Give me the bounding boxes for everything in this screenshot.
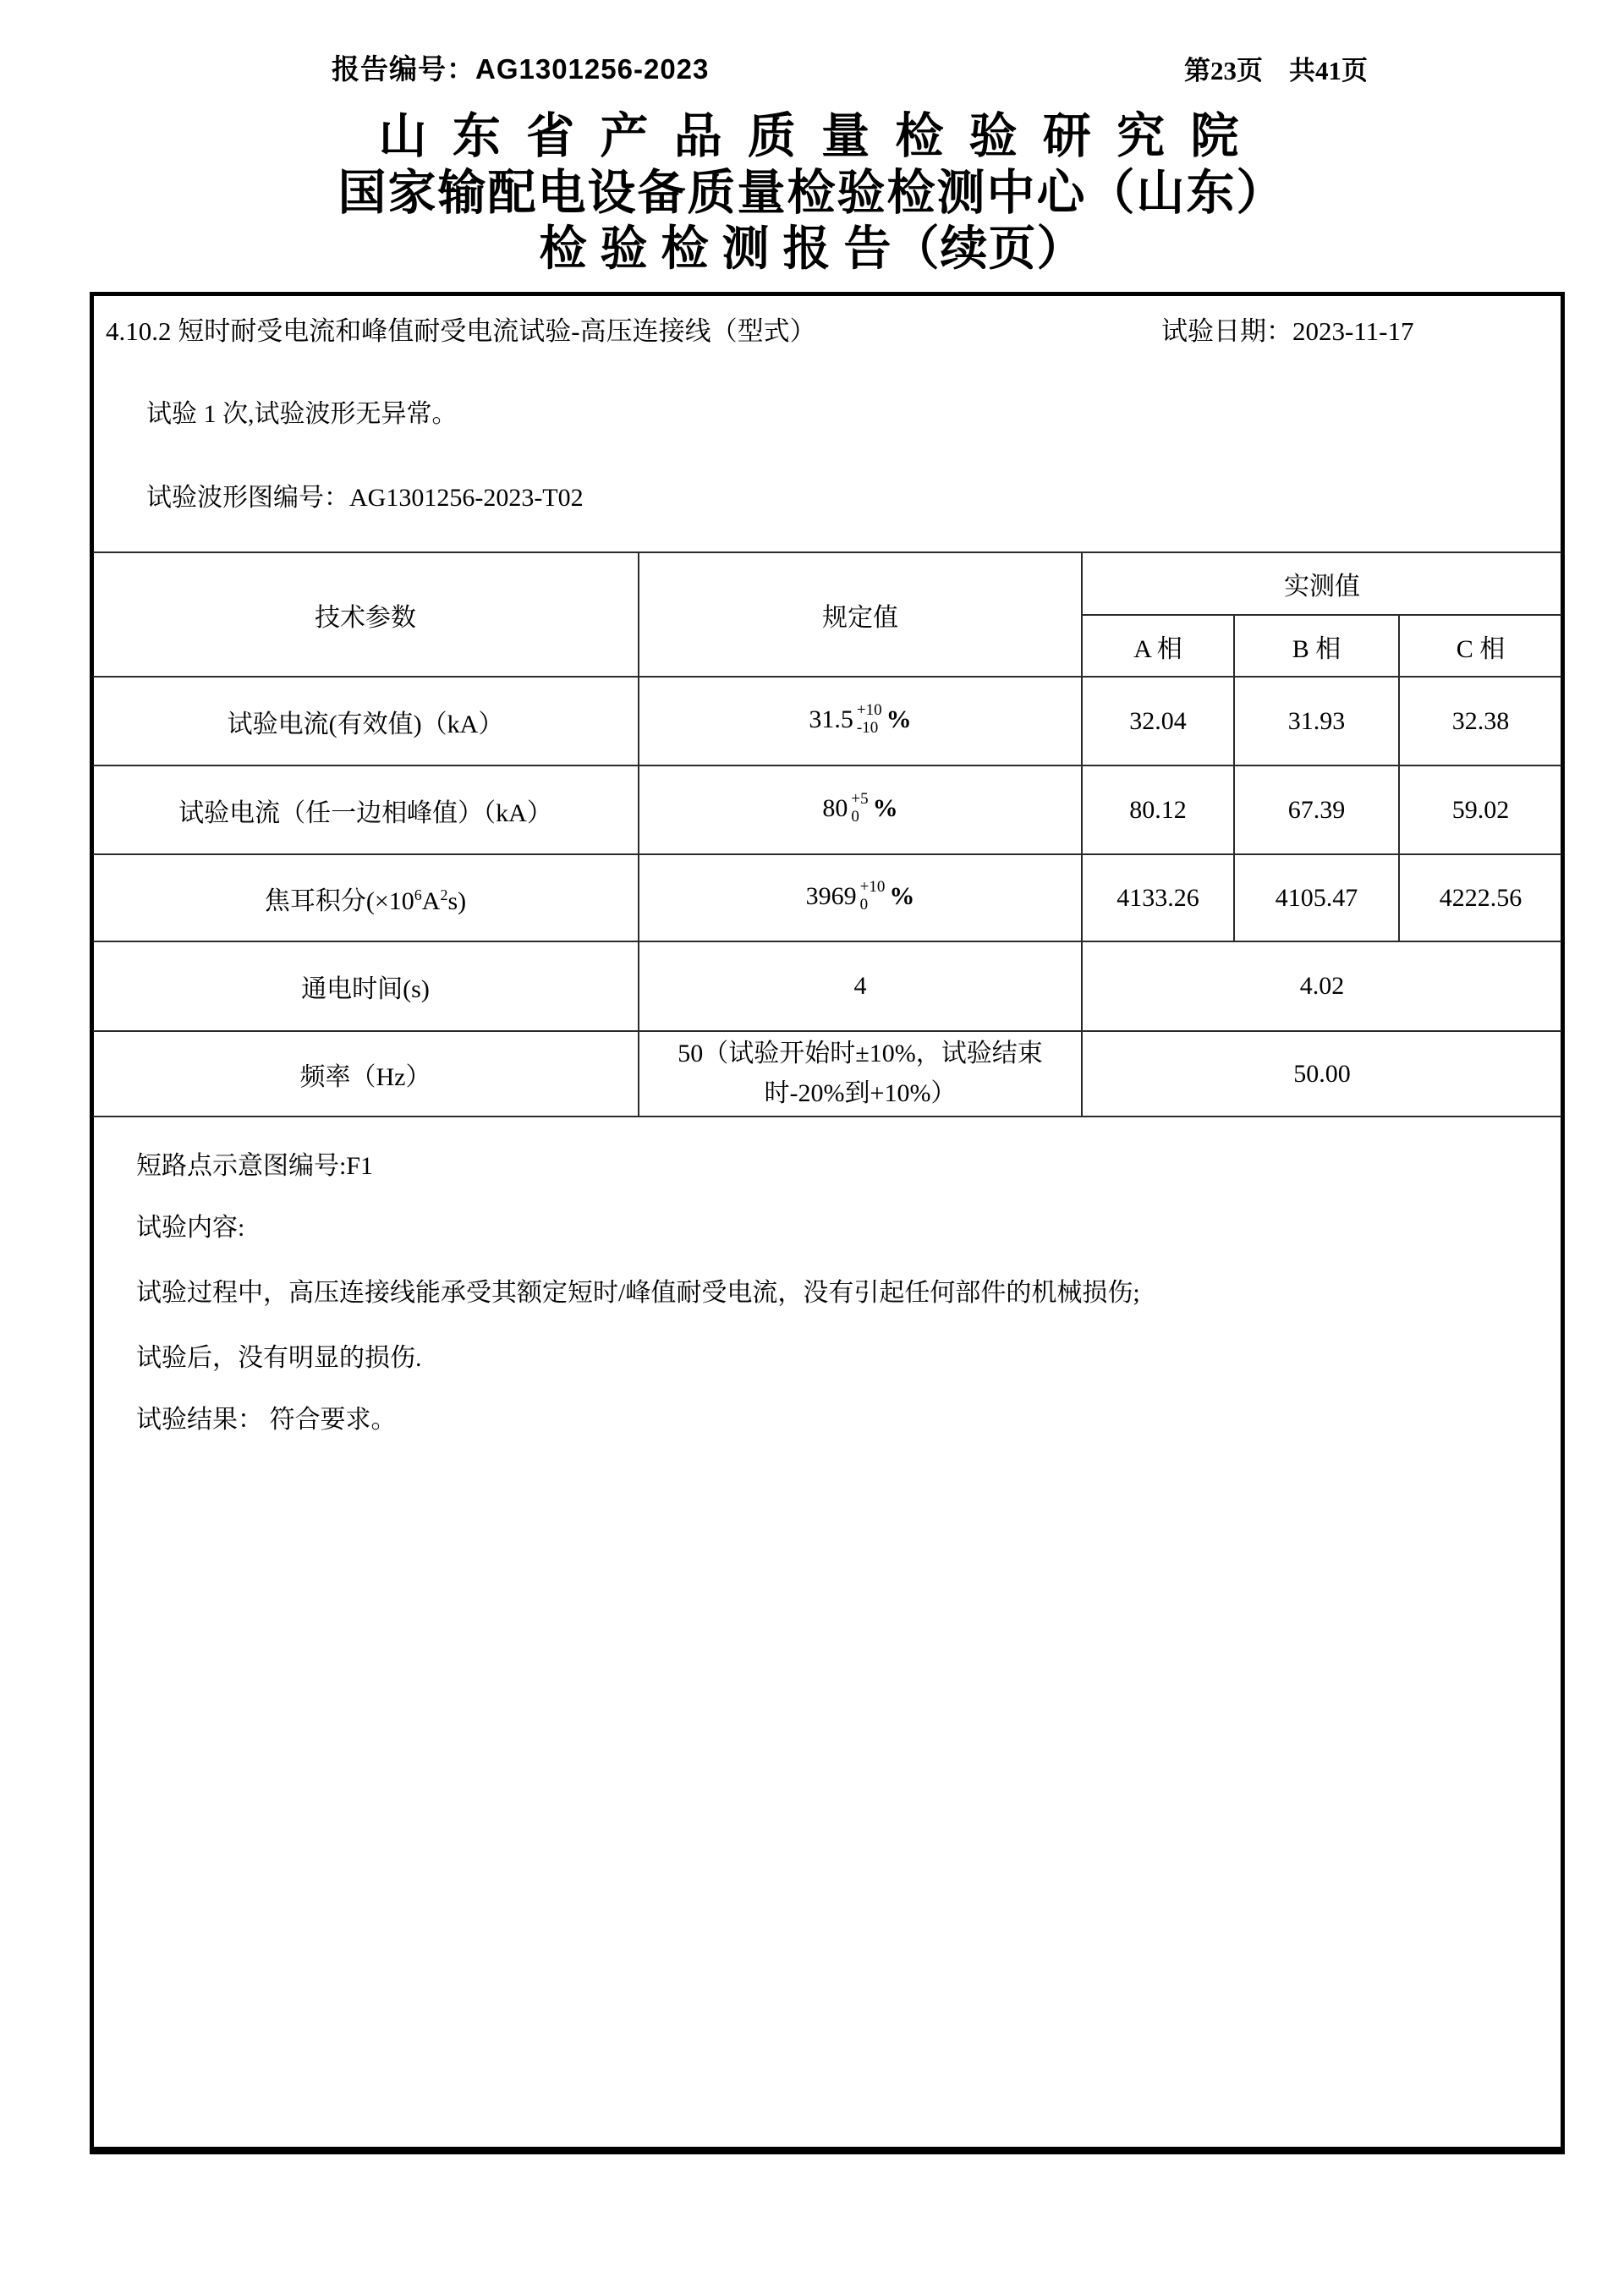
param-cell: 试验电流（任一边相峰值）（kA） (93, 765, 639, 854)
tolerance-lower: -10 (856, 718, 879, 737)
table-row (93, 1031, 1561, 1117)
value-phase-b: 67.39 (1234, 765, 1399, 854)
value-phase-a: 80.12 (1082, 765, 1234, 854)
param-text: s) (447, 886, 467, 915)
param-exponent: 2 (440, 886, 448, 903)
param-text: A (421, 886, 441, 915)
spec-cell (639, 1031, 1082, 1117)
test-date-label: 试验日期： (1161, 316, 1292, 346)
col-header-measured: 实测值 (1082, 552, 1561, 615)
short-circuit-diagram-note: 短路点示意图编号:F1 (136, 1152, 374, 1180)
param-exponent: 6 (414, 886, 422, 903)
tolerance-stack (860, 878, 886, 914)
waveform-label: 试验波形图编号： (146, 484, 349, 512)
content-box (90, 292, 1565, 2154)
value-phase-b: 31.93 (1234, 677, 1399, 765)
spec-line-2: 时-20%到+10%） (764, 1078, 957, 1107)
table-row (93, 854, 1561, 941)
tolerance-upper: +5 (851, 789, 869, 808)
report-number-value: AG1301256-2023 (475, 53, 710, 85)
spec-unit: % (889, 881, 915, 910)
table-row (93, 765, 1561, 854)
value-phase-a: 4133.26 (1082, 854, 1234, 941)
spec-base: 3969 (805, 881, 857, 910)
report-type-title: 检 验 检 测 报 告（续页） (539, 223, 1085, 276)
test-process-note: 试验过程中，高压连接线能承受其额定短时/峰值耐受电流，没有引起任何部件的机械损伤; (136, 1279, 1140, 1307)
org-title: 山 东 省 产 品 质 量 检 验 研 究 院 (378, 110, 1246, 163)
spec-cell (639, 677, 1082, 765)
spec-unit: % (886, 705, 912, 733)
report-number-label: 报告编号： (332, 53, 475, 85)
col-header-phase-c: C 相 (1399, 615, 1561, 677)
param-cell: 通电时间(s) (93, 941, 639, 1031)
table-row (93, 677, 1561, 765)
spec-line-1: 50（试验开始时±10%，试验结束 (678, 1040, 1043, 1067)
spec-cell: 4 (639, 941, 1082, 1031)
table-row (93, 941, 1561, 1031)
value-merged: 4.02 (1082, 941, 1561, 1031)
value-merged: 50.00 (1082, 1031, 1561, 1117)
param-cell: 试验电流(有效值)（kA） (93, 677, 639, 765)
value-phase-c: 59.02 (1399, 765, 1561, 854)
test-result-note: 试验结果： 符合要求。 (136, 1406, 397, 1434)
spec-base: 80 (822, 793, 848, 822)
param-cell: 频率（Hz） (93, 1031, 639, 1117)
waveform-number: AG1301256-2023-T02 (349, 484, 584, 512)
after-test-note: 试验后，没有明显的损伤. (136, 1344, 422, 1372)
results-table (93, 551, 1561, 1117)
tolerance-stack (857, 701, 882, 737)
col-header-parameter: 技术参数 (93, 552, 639, 677)
tolerance-upper: +10 (856, 700, 882, 719)
tolerance-lower: 0 (851, 807, 859, 826)
test-date-value: 2023-11-17 (1292, 316, 1414, 346)
tolerance-upper: +10 (859, 877, 886, 896)
col-header-phase-a: A 相 (1082, 615, 1234, 677)
param-cell (93, 854, 639, 941)
test-count-note: 试验 1 次,试验波形无异常。 (146, 400, 458, 428)
center-title: 国家输配电设备质量检验检测中心（山东） (337, 167, 1287, 220)
report-number (332, 47, 709, 87)
clause-heading: 4.10.2 短时耐受电流和峰值耐受电流试验-高压连接线（型式） (106, 316, 816, 346)
tolerance-lower: 0 (859, 895, 869, 914)
waveform-number-line (146, 476, 584, 513)
col-header-phase-b: B 相 (1234, 615, 1399, 677)
spec-base: 31.5 (809, 705, 853, 733)
tolerance-stack (851, 790, 868, 826)
param-text: 焦耳积分(×10 (264, 886, 414, 915)
test-date (1161, 310, 1414, 348)
test-content-label: 试验内容: (136, 1214, 245, 1242)
page-number: 第23页 共41页 (1184, 56, 1368, 85)
spec-cell (639, 765, 1082, 854)
col-header-specified: 规定值 (639, 552, 1082, 677)
value-phase-c: 4222.56 (1399, 854, 1561, 941)
spec-cell (639, 854, 1082, 941)
value-phase-a: 32.04 (1082, 677, 1234, 765)
value-phase-c: 32.38 (1399, 677, 1561, 765)
value-phase-b: 4105.47 (1234, 854, 1399, 941)
spec-unit: % (872, 793, 898, 822)
section-header (106, 310, 1544, 348)
